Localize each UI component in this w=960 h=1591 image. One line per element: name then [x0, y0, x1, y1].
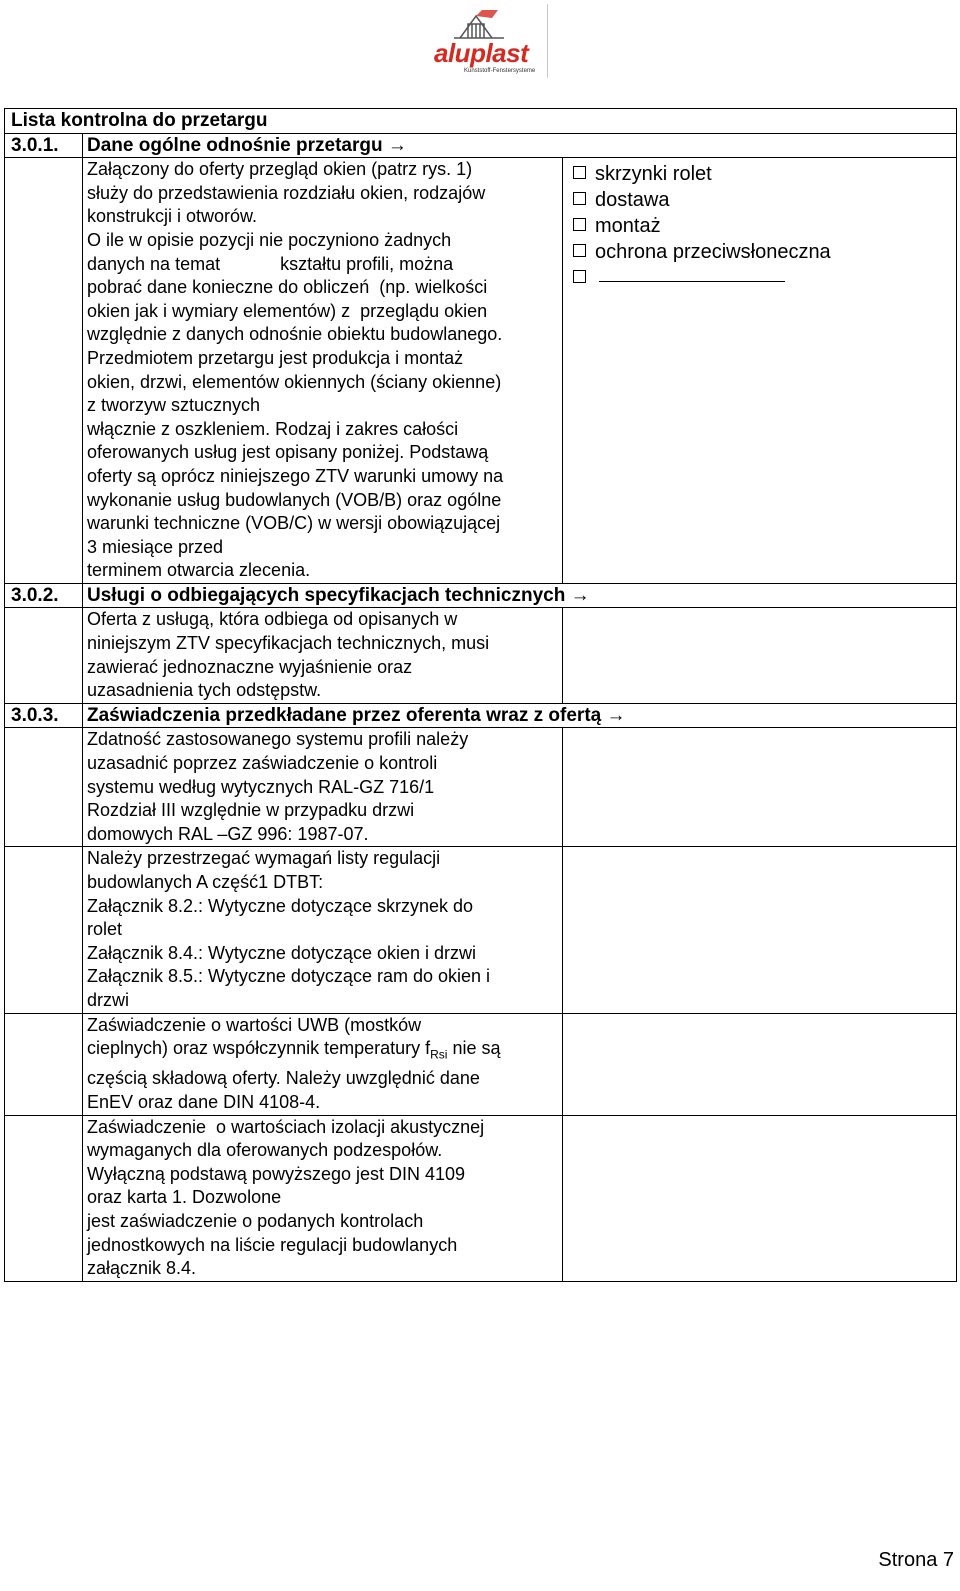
text-line: częścią składową oferty. Należy uwzględnić dane [87, 1068, 480, 1089]
section-number-spacer [5, 1115, 83, 1281]
text-line: warunki techniczne (VOB/C) w wersji obowiązującej [87, 513, 501, 534]
option-label: dostawa [595, 189, 670, 212]
text-line: okien jak i wymiary elementów) z przeglądu okien [87, 300, 488, 321]
section-heading-row [5, 133, 957, 158]
text-line: Załącznik 8.4.: Wytyczne dotyczące okien i drzwi [87, 942, 476, 963]
section-number-spacer [5, 1013, 83, 1115]
text-line: niniejszym ZTV specyfikacjach technicznych, musi [87, 633, 490, 654]
section-body-row [5, 1115, 957, 1281]
text-segment: nie są [447, 1038, 501, 1059]
text-line: Załącznik 8.2.: Wytyczne dotyczące skrzynek do [87, 895, 473, 916]
section-body-row [5, 608, 957, 703]
text-line: pobrać dane konieczne do obliczeń (np. wielkości [87, 277, 488, 298]
text-line: uzasadnienia tych odstępstw. [87, 680, 322, 701]
section-number-spacer [5, 608, 83, 703]
section-body-row [5, 158, 957, 584]
option-label: ochrona przeciwsłoneczna [595, 241, 831, 264]
section-heading: Usługi o odbiegających specyfikacjach technicznych → [83, 583, 957, 608]
logo-wordmark: aluplast [434, 38, 529, 68]
text-line: wykonanie usług budowlanych (VOB/B) oraz ogólne [87, 489, 502, 510]
section-heading-row [5, 583, 957, 608]
option-cell-empty[interactable] [563, 1013, 957, 1115]
option-cell-empty[interactable] [563, 1115, 957, 1281]
text-line: terminem otwarcia zlecenia. [87, 560, 311, 581]
section-number-spacer [5, 847, 83, 1013]
text-line: Zaświadczenie o wartościach izolacji akustycznej [87, 1116, 485, 1137]
checklist-table [4, 108, 957, 1282]
section-heading: Dane ogólne odnośnie przetargu → [83, 133, 957, 158]
section-number: 3.0.1. [5, 133, 83, 158]
checkbox-icon[interactable] [573, 218, 586, 231]
section-number-spacer [5, 728, 83, 847]
text-line: O ile w opisie pozycji nie poczyniono żadnych [87, 229, 452, 250]
text-line: oraz karta 1. Dozwolone [87, 1187, 282, 1208]
text-line: Wyłączną podstawą powyższego jest DIN 4109 [87, 1163, 466, 1184]
section-description [83, 728, 563, 847]
text-line-with-subscript [87, 1037, 558, 1067]
text-line: Zdatność zastosowanego systemu profili należy [87, 729, 469, 750]
text-line: konstrukcji i otworów. [87, 206, 258, 227]
option-label: montaż [595, 215, 661, 238]
text-line: Załącznik 8.5.: Wytyczne dotyczące ram do okien i [87, 966, 491, 987]
option-item-blank[interactable] [573, 265, 952, 291]
checkbox-icon[interactable] [573, 166, 586, 179]
section-heading: Zaświadczenia przedkładane przez oferenta wraz z ofertą → [83, 703, 957, 728]
section-body-row [5, 728, 957, 847]
option-item[interactable] [573, 239, 952, 265]
text-line: z tworzyw sztucznych [87, 395, 261, 416]
list-title: Lista kontrolna do przetargu [5, 109, 957, 134]
section-description [83, 1013, 563, 1115]
section-body-row [5, 1013, 957, 1115]
logo-subtitle: Kunststoff-Fenstersysteme [464, 68, 536, 74]
text-line: EnEV oraz dane DIN 4108-4. [87, 1091, 321, 1112]
option-checklist [563, 158, 957, 584]
text-line: służy do przedstawienia rozdziału okien, rodzajów [87, 182, 486, 203]
text-line: oferowanych usług jest opisany poniżej. Podstawą [87, 442, 489, 463]
text-line: rolet [87, 919, 123, 940]
option-label: skrzynki rolet [595, 163, 712, 186]
text-line: systemu według wytycznych RAL-GZ 716/1 [87, 776, 435, 797]
list-title-row [5, 109, 957, 134]
text-line: okien, drzwi, elementów okiennych (ściany okienne) [87, 371, 502, 392]
blank-fill-line[interactable] [599, 280, 785, 282]
text-line: załącznik 8.4. [87, 1258, 197, 1279]
text-line: Należy przestrzegać wymagań listy regulacji [87, 848, 441, 869]
page-number: Strona 7 [878, 1549, 954, 1571]
text-line: zawierać jednoznaczne wyjaśnienie oraz [87, 656, 413, 677]
section-description [83, 608, 563, 703]
option-cell-empty[interactable] [563, 608, 957, 703]
text-line: oferty są oprócz niniejszego ZTV warunki umowy na [87, 465, 504, 486]
checkbox-icon[interactable] [573, 244, 586, 257]
text-line: uzasadnić poprzez zaświadczenie o kontroli [87, 753, 438, 774]
text-line: Załączony do oferty przegląd okien (patrz rys. 1) [87, 159, 473, 180]
text-line: Przedmiotem przetargu jest produkcja i montaż [87, 347, 464, 368]
section-description [83, 847, 563, 1013]
text-line: jest zaświadczenie o podanych kontrolach [87, 1210, 424, 1231]
text-line: 3 miesiące przed [87, 536, 224, 557]
text-line: jednostkowych na liście regulacji budowlanych [87, 1234, 458, 1255]
logo-divider [547, 4, 548, 78]
option-item[interactable] [573, 187, 952, 213]
text-line: względnie z danych odnośnie obiektu budowlanego. [87, 324, 503, 345]
section-body-row [5, 847, 957, 1013]
checkbox-icon[interactable] [573, 192, 586, 205]
text-line: Rozdział III względnie w przypadku drzwi [87, 800, 415, 821]
text-line: Oferta z usługą, która odbiega od opisanych w [87, 609, 458, 630]
subscript: Rsi [430, 1047, 448, 1062]
text-line: Zaświadczenie o wartości UWB (mostków [87, 1014, 422, 1035]
text-line: danych na temat kształtu profili, można [87, 253, 454, 274]
text-segment: cieplnych) oraz współczynnik temperatury f [87, 1038, 431, 1059]
section-number-spacer [5, 158, 83, 584]
text-line: domowych RAL –GZ 996: 1987-07. [87, 823, 369, 844]
option-item[interactable] [573, 161, 952, 187]
section-description [83, 158, 563, 584]
text-line: włącznie z oszkleniem. Rodzaj i zakres całości [87, 418, 459, 439]
option-cell-empty[interactable] [563, 847, 957, 1013]
aluplast-logo [424, 8, 544, 82]
checkbox-icon[interactable] [573, 270, 586, 283]
text-line: drzwi [87, 989, 130, 1010]
section-number: 3.0.3. [5, 703, 83, 728]
option-cell-empty[interactable] [563, 728, 957, 847]
option-item[interactable] [573, 213, 952, 239]
text-line: budowlanych A część1 DTBT: [87, 872, 324, 892]
section-heading-row [5, 703, 957, 728]
text-line: wymaganych dla oferowanych podzespołów. [87, 1140, 443, 1161]
section-description [83, 1115, 563, 1281]
section-number: 3.0.2. [5, 583, 83, 608]
